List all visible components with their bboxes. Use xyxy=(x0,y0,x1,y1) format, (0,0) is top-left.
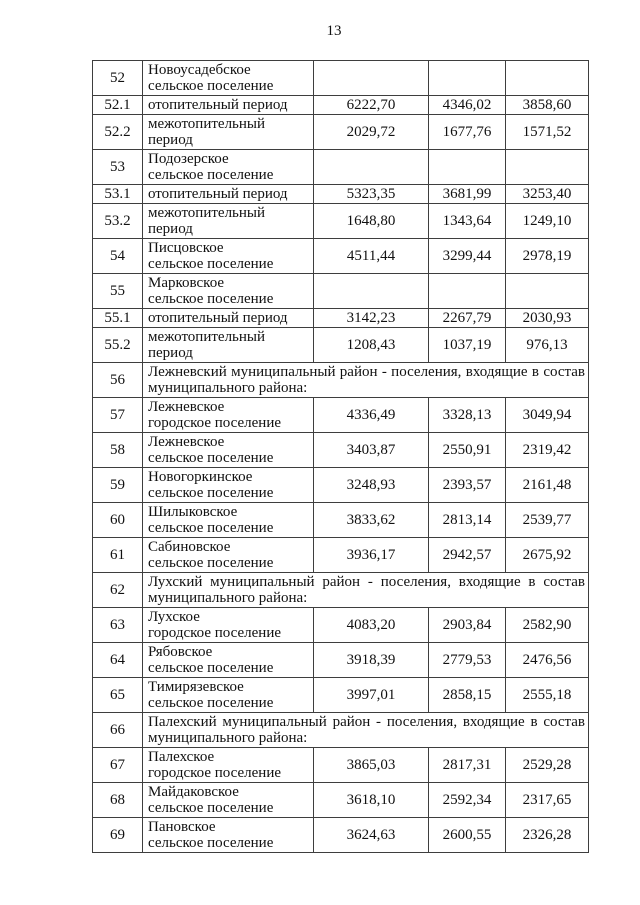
table-row xyxy=(93,783,589,818)
settlement-name-line: Писцовское xyxy=(148,240,224,256)
settlement-name-line: сельское поселение xyxy=(148,78,274,94)
settlement-name-line: отопительный период xyxy=(148,97,288,113)
value-cell: 1571,52 xyxy=(506,115,589,150)
row-number-cell: 55 xyxy=(93,274,143,309)
value-cell xyxy=(429,61,506,96)
value-cell: 3142,23 xyxy=(314,309,429,328)
value-cell: 2858,15 xyxy=(429,678,506,713)
settlement-name-line: период xyxy=(148,221,193,237)
value-cell: 1037,19 xyxy=(429,328,506,363)
settlement-name-line: сельское поселение xyxy=(148,695,274,711)
value-cell: 3403,87 xyxy=(314,433,429,468)
value-cell: 3248,93 xyxy=(314,468,429,503)
value-cell xyxy=(314,61,429,96)
settlement-name-cell xyxy=(143,274,314,309)
table-row xyxy=(93,150,589,185)
value-cell: 2592,34 xyxy=(429,783,506,818)
settlement-name-cell xyxy=(143,96,314,115)
settlements-table xyxy=(92,60,589,853)
settlement-name-line: сельское поселение xyxy=(148,256,274,272)
settlement-name-cell xyxy=(143,748,314,783)
settlement-name-line: сельское поселение xyxy=(148,485,274,501)
settlement-name-line: сельское поселение xyxy=(148,520,274,536)
value-cell: 3253,40 xyxy=(506,185,589,204)
row-number-cell: 53 xyxy=(93,150,143,185)
value-cell: 976,13 xyxy=(506,328,589,363)
value-cell: 3858,60 xyxy=(506,96,589,115)
row-number-cell: 57 xyxy=(93,398,143,433)
row-number-cell: 60 xyxy=(93,503,143,538)
value-cell xyxy=(314,274,429,309)
value-cell xyxy=(314,150,429,185)
value-cell xyxy=(506,61,589,96)
settlement-name-line: Рябовское xyxy=(148,644,213,660)
table-row xyxy=(93,818,589,853)
value-cell: 5323,35 xyxy=(314,185,429,204)
value-cell: 1249,10 xyxy=(506,204,589,239)
value-cell: 2813,14 xyxy=(429,503,506,538)
settlement-name-line: сельское поселение xyxy=(148,450,274,466)
settlement-name-cell xyxy=(143,150,314,185)
settlement-name-line: отопительный период xyxy=(148,310,288,326)
value-cell: 2539,77 xyxy=(506,503,589,538)
settlement-name-line: Майдаковское xyxy=(148,784,239,800)
table-row xyxy=(93,115,589,150)
settlement-name-cell xyxy=(143,61,314,96)
settlement-name-cell xyxy=(143,538,314,573)
value-cell: 2529,28 xyxy=(506,748,589,783)
settlement-name-cell xyxy=(143,783,314,818)
value-cell: 2476,56 xyxy=(506,643,589,678)
section-header-line: муниципального района: xyxy=(148,730,308,746)
section-header-cell xyxy=(143,363,589,398)
settlement-name-line: межотопительный xyxy=(148,329,266,345)
table-row xyxy=(93,398,589,433)
table-row xyxy=(93,239,589,274)
settlement-name-line: Палехское xyxy=(148,749,215,765)
page-number: 13 xyxy=(326,23,342,39)
section-header-line: Палехский муниципальный район - поселения, входящие в состав xyxy=(148,714,585,730)
value-cell: 3624,63 xyxy=(314,818,429,853)
value-cell: 2942,57 xyxy=(429,538,506,573)
value-cell: 2817,31 xyxy=(429,748,506,783)
value-cell: 1343,64 xyxy=(429,204,506,239)
table-row xyxy=(93,643,589,678)
table-row xyxy=(93,61,589,96)
value-cell: 2600,55 xyxy=(429,818,506,853)
row-number-cell: 62 xyxy=(93,573,143,608)
section-row xyxy=(93,363,589,398)
settlement-name-cell xyxy=(143,818,314,853)
value-cell: 3865,03 xyxy=(314,748,429,783)
settlement-name-line: сельское поселение xyxy=(148,660,274,676)
settlement-name-line: Тимирязевское xyxy=(148,679,244,695)
value-cell: 3681,99 xyxy=(429,185,506,204)
table-row xyxy=(93,204,589,239)
settlement-name-line: сельское поселение xyxy=(148,800,274,816)
value-cell: 2267,79 xyxy=(429,309,506,328)
row-number-cell: 63 xyxy=(93,608,143,643)
settlement-name-line: сельское поселение xyxy=(148,167,274,183)
row-number-cell: 64 xyxy=(93,643,143,678)
table-row xyxy=(93,608,589,643)
row-number-cell: 56 xyxy=(93,363,143,398)
table-row xyxy=(93,309,589,328)
value-cell: 4346,02 xyxy=(429,96,506,115)
row-number-cell: 59 xyxy=(93,468,143,503)
settlement-name-line: Сабиновское xyxy=(148,539,231,555)
settlement-name-line: Марковское xyxy=(148,275,225,291)
table-row xyxy=(93,274,589,309)
row-number-cell: 61 xyxy=(93,538,143,573)
section-header-line: Лежневский муниципальный район - поселения, входящие в состав xyxy=(148,364,585,380)
value-cell: 2317,65 xyxy=(506,783,589,818)
row-number-cell: 52.2 xyxy=(93,115,143,150)
table-row xyxy=(93,328,589,363)
settlement-name-line: межотопительный xyxy=(148,116,266,132)
settlement-name-line: Шилыковское xyxy=(148,504,238,520)
row-number-cell: 55.1 xyxy=(93,309,143,328)
section-header-line: Лухский муниципальный район - поселения, входящие в состав xyxy=(148,574,585,590)
value-cell: 3299,44 xyxy=(429,239,506,274)
settlement-name-line: межотопительный xyxy=(148,205,266,221)
value-cell: 3936,17 xyxy=(314,538,429,573)
settlement-name-line: сельское поселение xyxy=(148,291,274,307)
value-cell: 6222,70 xyxy=(314,96,429,115)
value-cell: 1648,80 xyxy=(314,204,429,239)
settlement-name-cell xyxy=(143,309,314,328)
section-row xyxy=(93,573,589,608)
row-number-cell: 52 xyxy=(93,61,143,96)
settlement-name-line: период xyxy=(148,132,193,148)
table-row xyxy=(93,538,589,573)
value-cell: 2029,72 xyxy=(314,115,429,150)
value-cell: 4083,20 xyxy=(314,608,429,643)
settlement-name-line: Лухское xyxy=(148,609,200,625)
value-cell: 1677,76 xyxy=(429,115,506,150)
row-number-cell: 52.1 xyxy=(93,96,143,115)
section-header-cell xyxy=(143,573,589,608)
settlement-name-line: Пановское xyxy=(148,819,216,835)
settlement-name-cell xyxy=(143,398,314,433)
settlement-name-cell xyxy=(143,678,314,713)
settlement-name-line: городское поселение xyxy=(148,765,282,781)
value-cell: 2675,92 xyxy=(506,538,589,573)
settlement-name-line: городское поселение xyxy=(148,415,282,431)
row-number-cell: 65 xyxy=(93,678,143,713)
value-cell: 2393,57 xyxy=(429,468,506,503)
value-cell: 2161,48 xyxy=(506,468,589,503)
settlement-name-line: Лежневское xyxy=(148,399,225,415)
settlement-name-line: сельское поселение xyxy=(148,555,274,571)
table-row xyxy=(93,96,589,115)
row-number-cell: 58 xyxy=(93,433,143,468)
row-number-cell: 69 xyxy=(93,818,143,853)
settlement-name-cell xyxy=(143,239,314,274)
settlement-name-cell xyxy=(143,643,314,678)
value-cell xyxy=(429,274,506,309)
row-number-cell: 53.1 xyxy=(93,185,143,204)
table-row xyxy=(93,503,589,538)
settlement-name-line: Новоусадебское xyxy=(148,62,251,78)
value-cell: 2582,90 xyxy=(506,608,589,643)
value-cell xyxy=(506,150,589,185)
value-cell: 3328,13 xyxy=(429,398,506,433)
settlement-name-cell xyxy=(143,503,314,538)
settlement-name-line: период xyxy=(148,345,193,361)
table-row xyxy=(93,468,589,503)
value-cell: 2550,91 xyxy=(429,433,506,468)
value-cell: 2903,84 xyxy=(429,608,506,643)
settlement-name-line: Новогоркинское xyxy=(148,469,253,485)
settlements-table-body xyxy=(93,61,589,853)
settlement-name-line: Подозерское xyxy=(148,151,229,167)
value-cell: 2319,42 xyxy=(506,433,589,468)
settlement-name-cell xyxy=(143,328,314,363)
value-cell: 3618,10 xyxy=(314,783,429,818)
settlement-name-line: Лежневское xyxy=(148,434,225,450)
row-number-cell: 67 xyxy=(93,748,143,783)
settlement-name-cell xyxy=(143,468,314,503)
section-header-line: муниципального района: xyxy=(148,380,308,396)
table-row xyxy=(93,433,589,468)
settlement-name-line: сельское поселение xyxy=(148,835,274,851)
section-header-cell xyxy=(143,713,589,748)
value-cell: 3918,39 xyxy=(314,643,429,678)
row-number-cell: 54 xyxy=(93,239,143,274)
value-cell: 3833,62 xyxy=(314,503,429,538)
settlement-name-line: отопительный период xyxy=(148,186,288,202)
value-cell xyxy=(429,150,506,185)
value-cell: 3049,94 xyxy=(506,398,589,433)
settlement-name-cell xyxy=(143,433,314,468)
table-row xyxy=(93,748,589,783)
value-cell: 2326,28 xyxy=(506,818,589,853)
settlement-name-cell xyxy=(143,204,314,239)
table-row xyxy=(93,678,589,713)
section-row xyxy=(93,713,589,748)
value-cell: 3997,01 xyxy=(314,678,429,713)
settlement-name-cell xyxy=(143,608,314,643)
value-cell: 4511,44 xyxy=(314,239,429,274)
value-cell xyxy=(506,274,589,309)
value-cell: 2978,19 xyxy=(506,239,589,274)
settlement-name-cell xyxy=(143,115,314,150)
settlement-name-cell xyxy=(143,185,314,204)
row-number-cell: 66 xyxy=(93,713,143,748)
value-cell: 2030,93 xyxy=(506,309,589,328)
row-number-cell: 55.2 xyxy=(93,328,143,363)
section-header-line: муниципального района: xyxy=(148,590,308,606)
table-row xyxy=(93,185,589,204)
value-cell: 4336,49 xyxy=(314,398,429,433)
settlement-name-line: городское поселение xyxy=(148,625,282,641)
row-number-cell: 68 xyxy=(93,783,143,818)
value-cell: 2555,18 xyxy=(506,678,589,713)
value-cell: 1208,43 xyxy=(314,328,429,363)
row-number-cell: 53.2 xyxy=(93,204,143,239)
value-cell: 2779,53 xyxy=(429,643,506,678)
